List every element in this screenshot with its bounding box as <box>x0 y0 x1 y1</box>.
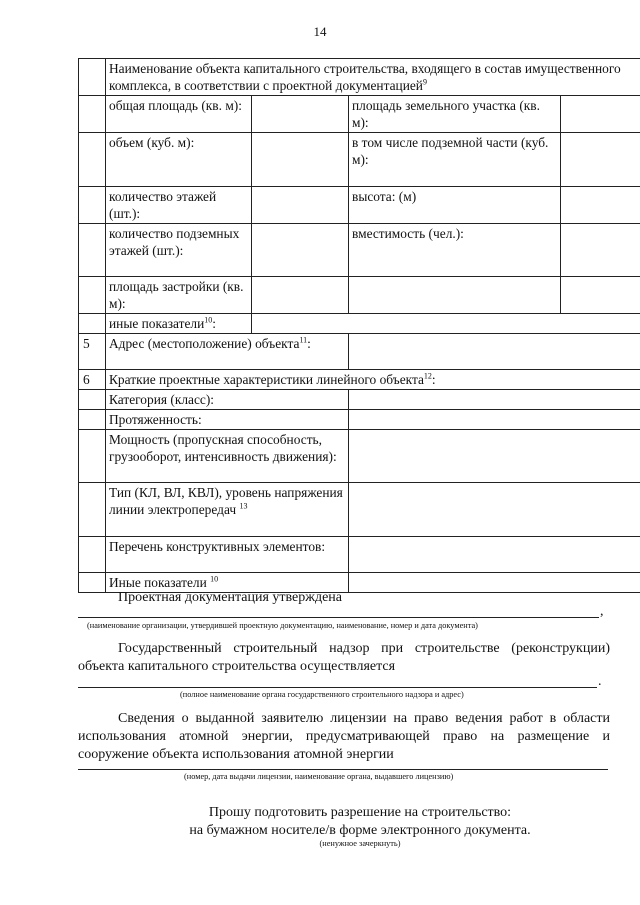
category-value[interactable] <box>349 390 640 410</box>
underground-floors-label: количество подземных этажей (шт.): <box>106 224 252 277</box>
page-number: 14 <box>313 24 327 39</box>
structural-elements-value[interactable] <box>349 537 640 573</box>
state-supervision-caption: (полное наименование органа государственного строительного надзора и адрес) <box>180 690 464 699</box>
building-area-value[interactable] <box>252 277 349 314</box>
other-indicators-label: иные показатели$^{10}$: <box>106 314 252 334</box>
request-line-2: на бумажном носителе/в форме электронного документа. <box>189 823 531 838</box>
underground-volume-label: в том числе подземной части (куб. м): <box>349 133 561 187</box>
underground-volume-value[interactable] <box>561 133 640 187</box>
project-doc-title: Проектная документация утверждена <box>118 590 342 605</box>
row-number-6: 6 <box>79 370 106 390</box>
land-area-label: площадь земельного участка (кв. м): <box>349 96 561 133</box>
height-value[interactable] <box>561 187 640 224</box>
project-doc-caption: (наименование организации, утвердившей проектную документацию, наименование, номер и дата документа) <box>87 621 478 630</box>
other-indicators-value[interactable] <box>252 314 640 334</box>
request-line-1: Прошу подготовить разрешение на строительство: <box>208 805 512 820</box>
license-fill-line[interactable] <box>78 769 608 770</box>
total-area-label: общая площадь (кв. м): <box>106 96 252 133</box>
floors-value[interactable] <box>252 187 349 224</box>
address-value[interactable] <box>349 334 640 370</box>
underground-floors-value[interactable] <box>252 224 349 277</box>
structural-elements-label: Перечень конструктивных элементов: <box>106 537 349 573</box>
request-note: (ненужное зачеркнуть) <box>319 839 401 848</box>
height-label: высота: (м) <box>349 187 561 224</box>
state-supervision-fill-line[interactable] <box>78 687 597 688</box>
volume-value[interactable] <box>252 133 349 187</box>
floors-label: количество этажей (шт.): <box>106 187 252 224</box>
throughput-label: Мощность (пропускная способность, грузооборот, интенсивность движения): <box>106 430 349 483</box>
address-label: Адрес (местоположение) объекта$^{11}$: <box>106 334 349 370</box>
throughput-value[interactable] <box>349 430 640 483</box>
length-value[interactable] <box>349 410 640 430</box>
row-number-cell <box>79 59 106 96</box>
license-text: Сведения о выданной заявителю лицензии на право ведения работ в области использования атомной энергии, предусматривающей право на размещение и сооружение объекта использования атомной энергии <box>78 711 610 762</box>
capacity-label: вместимость (чел.): <box>349 224 561 277</box>
linear-other-label: Иные показатели $^{10}$ <box>106 573 349 593</box>
capacity-value[interactable] <box>561 224 640 277</box>
object-name-header: Наименование объекта капитального строительства, входящего в состав имущественного комплекса, в соответствии с проектной документацией$^9$ <box>106 59 640 96</box>
line-type-label: Тип (КЛ, ВЛ, КВЛ), уровень напряжения линии электропередач $^{13}$ <box>106 483 349 537</box>
linear-other-value[interactable] <box>349 573 640 593</box>
state-supervision-text: Государственный строительный надзор при строительстве (реконструкции) объекта капитального строительства осуществляется <box>78 641 610 674</box>
license-caption: (номер, дата выдачи лицензии, наименование органа, выдавшего лицензию) <box>184 772 454 781</box>
project-doc-comma: , <box>600 604 604 619</box>
line-type-value[interactable] <box>349 483 640 537</box>
project-doc-fill-line[interactable] <box>78 617 599 618</box>
length-label: Протяженность: <box>106 410 349 430</box>
building-area-label: площадь застройки (кв. м): <box>106 277 252 314</box>
state-supervision-period: . <box>598 674 602 689</box>
volume-label: объем (куб. м): <box>106 133 252 187</box>
land-area-value[interactable] <box>561 96 640 133</box>
total-area-value[interactable] <box>252 96 349 133</box>
object-characteristics-table <box>78 58 640 593</box>
row-number-5: 5 <box>79 334 106 370</box>
linear-object-header: Краткие проектные характеристики линейного объекта$^{12}$: <box>106 370 640 390</box>
category-label: Категория (класс): <box>106 390 349 410</box>
